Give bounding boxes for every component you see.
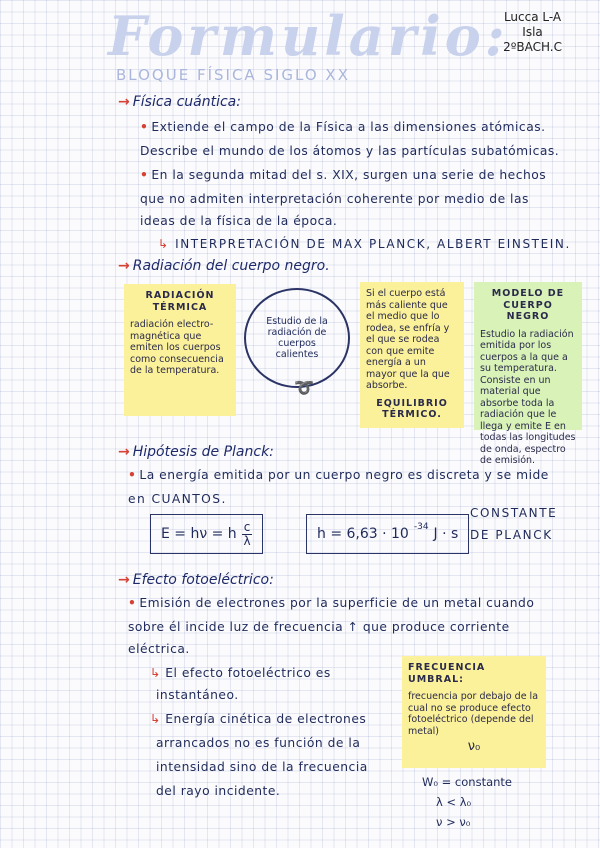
- author-location: Isla: [522, 25, 543, 39]
- quantum-line-1: [140, 120, 546, 134]
- photo-sub2-line-3: intensidad sino de la frecuencia: [156, 760, 368, 774]
- quantum-line-4: que no admiten interpretación coherente por medio de las: [140, 192, 529, 206]
- planck-line-1: [128, 468, 549, 482]
- formula-planck-exponent: -34: [413, 522, 429, 532]
- return-arrow-icon: ↳: [158, 237, 176, 251]
- arrow-icon: →: [118, 444, 130, 460]
- interpretation-line: [158, 237, 571, 251]
- bullet-icon: •: [140, 168, 149, 182]
- formula-energy: [150, 514, 263, 554]
- return-arrow-icon: ↳: [150, 712, 166, 726]
- note-thermal-radiation: [124, 284, 236, 416]
- photo-sub2-line-1: [150, 712, 366, 726]
- arrow-icon: →: [118, 94, 130, 110]
- return-arrow-icon: ↳: [150, 666, 166, 680]
- note-threshold-frequency: [402, 656, 546, 768]
- photo-line-3: eléctrica.: [128, 642, 190, 656]
- photo-line-1-text: Emisión de electrones por la superficie de un metal cuando: [139, 596, 535, 610]
- interpretation-text: INTERPRETACIÓN DE MAX PLANCK, ALBERT EINSTEIN.: [175, 237, 571, 251]
- page-title: Formulario:: [108, 4, 509, 68]
- photo-sub1-line-1: [150, 666, 331, 680]
- fraction-numerator: c: [243, 519, 251, 534]
- fraction-denominator: λ: [243, 533, 251, 548]
- constant-label: [470, 502, 557, 546]
- photo-sub2-line-4: del rayo incidente.: [156, 784, 281, 798]
- condition-frequency: ν > ν₀: [436, 815, 471, 829]
- section-blackbody-title: Radiación del cuerpo negro.: [132, 258, 330, 274]
- note-model-text: Estudio la radiación emitida por los cuerpos a la que a su temperatura. Consiste en un material que absorbe toda la radiación que le llega y emite E en todas las longitudes de onda, espectro de emisión.: [480, 328, 576, 466]
- quantum-line-3: [140, 168, 546, 182]
- arrow-icon: →: [118, 572, 130, 588]
- note-threshold-text: frecuencia por debajo de la cual no se produce efecto fotoeléctrico (depende del metal): [408, 691, 539, 737]
- note-blackbody-model: [474, 282, 582, 466]
- constant-label-line-2: DE PLANCK: [470, 528, 553, 542]
- formula-planck-unit: J · s: [433, 526, 459, 542]
- blackbody-study-circle: [244, 288, 350, 388]
- quantum-line-5: ideas de la física de la época.: [140, 214, 338, 228]
- formula-planck-constant: [306, 514, 469, 554]
- condition-wavelength: λ < λ₀: [436, 795, 472, 809]
- note-thermal-equilibrium: [360, 282, 464, 428]
- note-thermal-title: RADIACIÓN TÉRMICA: [145, 290, 215, 313]
- planck-line-1-text: La energía emitida por un cuerpo negro es discreta y se mide: [139, 468, 549, 482]
- curl-arrow-icon: ➰: [294, 378, 314, 397]
- bullet-icon: •: [128, 468, 137, 482]
- bullet-icon: •: [140, 120, 149, 134]
- photo-conditions: [422, 772, 512, 832]
- note-thermal-text: radiación electro-magnética que emiten los cuerpos como consecuencia de la temperatura.: [130, 319, 224, 376]
- section-quantum-heading: [118, 94, 241, 110]
- constant-label-line-1: CONSTANTE: [470, 506, 558, 520]
- section-planck-title: Hipótesis de Planck:: [132, 444, 274, 460]
- photo-line-1: [128, 596, 534, 610]
- section-photoelectric-heading: [118, 572, 274, 588]
- author-block: [503, 10, 562, 55]
- note-equilibrium-footer: EQUILIBRIO TÉRMICO.: [376, 397, 448, 420]
- photo-sub2-text-1: Energía cinética de electrones: [165, 712, 367, 726]
- quantum-line-3-text: En la segunda mitad del s. XIX, surgen una serie de hechos: [151, 168, 547, 182]
- note-threshold-title: FRECUENCIA UMBRAL:: [408, 662, 486, 685]
- note-threshold-symbol: ν₀: [467, 739, 481, 754]
- page-subtitle: BLOQUE FÍSICA SIGLO XX: [116, 66, 350, 84]
- photo-sub1-line-2: instantáneo.: [156, 688, 239, 702]
- formula-energy-left: E = hν = h: [161, 526, 237, 542]
- arrow-icon: →: [118, 258, 130, 274]
- planck-line-2: en CUANTOS.: [128, 492, 227, 506]
- author-name: Lucca L-A: [503, 10, 562, 24]
- bullet-icon: •: [128, 596, 137, 610]
- section-blackbody-heading: [118, 258, 330, 274]
- condition-work-function: W₀ = constante: [422, 775, 512, 789]
- formula-fraction: [242, 521, 253, 548]
- section-photoelectric-title: Efecto fotoeléctrico:: [132, 572, 274, 588]
- note-equilibrium-text: Si el cuerpo está más caliente que el medio que lo rodea, se enfría y el que se rodea con que emite energía a un mayor que la que absorbe.: [366, 288, 450, 391]
- quantum-line-1-text: Extiende el campo de la Física a las dimensiones atómicas.: [151, 120, 546, 134]
- formula-planck-base: h = 6,63 · 10: [317, 526, 409, 542]
- photo-line-2: sobre él incide luz de frecuencia ↑ que produce corriente: [128, 620, 510, 634]
- author-class: 2ºBACH.C: [503, 40, 562, 54]
- quantum-line-2: Describe el mundo de los átomos y las partículas subatómicas.: [140, 144, 560, 158]
- circle-text: Estudio de la radiación de cuerpos calientes: [266, 316, 328, 360]
- photo-sub1-text-1: El efecto fotoeléctrico es: [165, 666, 331, 680]
- note-model-title: MODELO DE CUERPO NEGRO: [491, 288, 565, 322]
- photo-sub2-line-2: arrancados no es función de la: [156, 736, 361, 750]
- section-quantum-title: Física cuántica:: [132, 94, 241, 110]
- section-planck-heading: [118, 444, 274, 460]
